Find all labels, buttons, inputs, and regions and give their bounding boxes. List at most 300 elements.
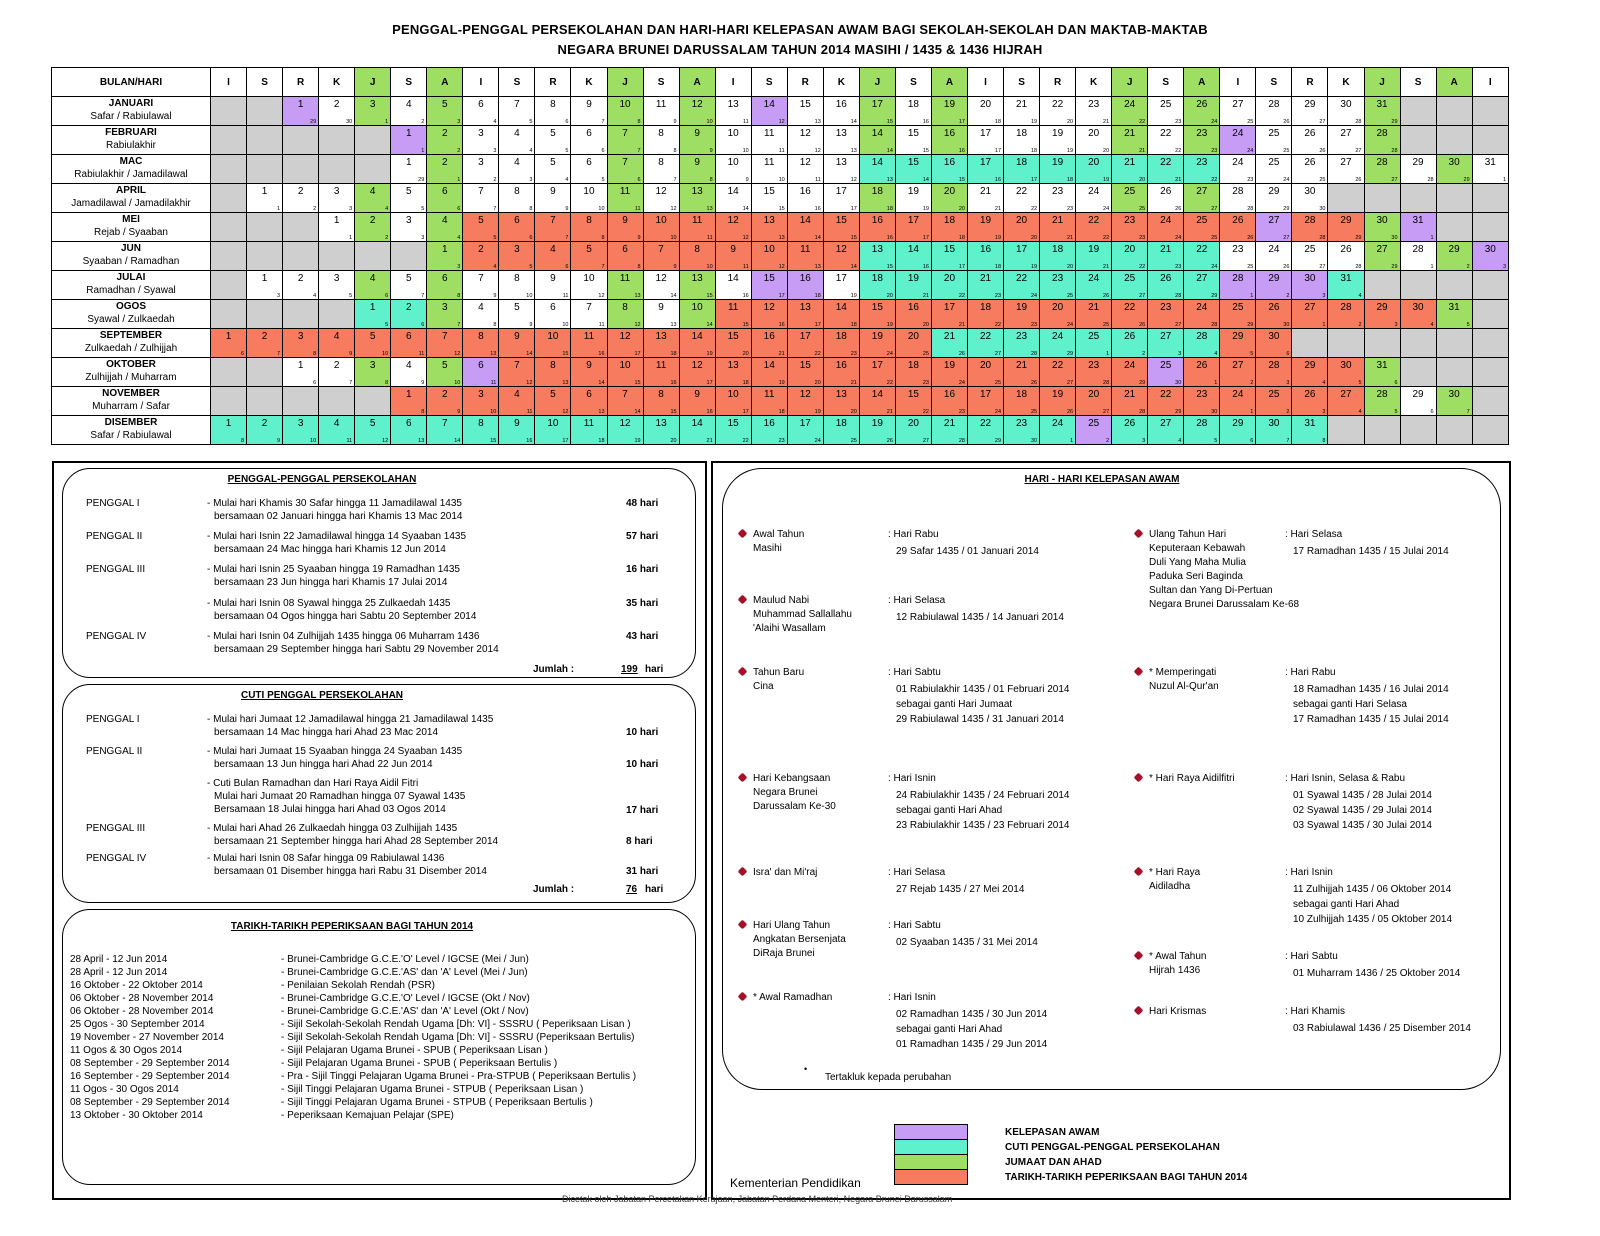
hijri-day: 4 [1358,409,1362,415]
day-cell [823,300,859,329]
gregorian-day: 19 [1015,302,1028,313]
hijri-day: 4 [1358,293,1362,299]
hijri-day: 5 [1214,438,1218,444]
day-cell [895,271,931,300]
day-cell [535,300,571,329]
hijri-day: 3 [1178,351,1182,357]
gregorian-day: 20 [979,360,992,371]
gregorian-day: 23 [1160,302,1172,313]
gregorian-day: 27 [1160,331,1172,342]
empty-cell [211,184,247,213]
day-cell [1112,329,1148,358]
hijri-day: 7 [349,380,353,386]
hijri-day: 3 [1502,264,1506,270]
hijri-day: 2 [457,148,461,154]
holiday-name: Maulud Nabi [753,595,810,606]
gregorian-day: 11 [691,215,703,226]
gregorian-day: 18 [835,418,847,429]
day-cell [715,97,751,126]
day-cell [1184,271,1220,300]
gregorian-day: 27 [1268,215,1280,226]
holiday-detail: 03 Rabiulawal 1436 / 25 Disember 2014 [1293,1023,1471,1034]
empty-cell [1436,271,1472,300]
hijri-day: 19 [814,409,821,415]
empty-cell [1400,97,1436,126]
cuti-line: - Mulai hari Jumaat 15 Syaaban hingga 24 Syaaban 1435 [207,746,463,757]
day-cell [499,387,535,416]
exam-date: 11 Ogos & 30 Ogos 2014 [70,1045,183,1056]
hijri-day: 24 [1030,293,1038,299]
day-cell [427,300,463,329]
day-cell [715,271,751,300]
day-cell [1148,97,1184,126]
hijri-day: 7 [673,177,677,183]
holiday-detail: 01 Ramadhan 1435 / 29 Jun 2014 [896,1039,1048,1050]
gregorian-day: 17 [907,215,919,226]
day-cell [355,213,391,242]
holidays-title: HARI - HARI KELEPASAN AWAM [1024,474,1180,485]
day-cell [1436,300,1472,329]
month-row-september [52,329,1509,358]
day-header: R [535,68,571,97]
exam-desc: - Sijil Pelajaran Ugama Brunei - SPUB ( Peperiksaan Lisan ) [281,1045,548,1056]
day-cell [1040,184,1076,213]
day-cell [1256,416,1292,445]
gregorian-day: 3 [442,302,448,313]
gregorian-day: 4 [333,331,340,342]
hijri-day: 27 [1103,409,1110,415]
day-cell [1076,271,1112,300]
day-cell [1148,155,1184,184]
hijri-day: 1 [1214,380,1218,386]
day-cell [1328,126,1364,155]
day-cell [679,300,715,329]
day-cell [1364,358,1400,387]
holiday-detail: 01 Muharram 1436 / 25 Oktober 2014 [1293,968,1461,979]
hijri-day: 29 [1283,206,1290,212]
empty-cell [1328,416,1364,445]
day-cell [931,126,967,155]
gregorian-day: 30 [1304,186,1316,197]
day-cell [391,329,427,358]
gregorian-day: 25 [1196,215,1208,226]
gregorian-day: 25 [1088,331,1100,342]
hijri-day: 21 [1139,148,1146,154]
gregorian-day: 1 [333,215,340,226]
hijri-day: 18 [1067,177,1074,183]
day-cell [751,213,787,242]
gregorian-day: 22 [1015,186,1028,197]
day-cell [607,213,643,242]
empty-cell [355,155,391,184]
day-cell [607,242,643,271]
day-cell [1220,213,1256,242]
day-cell [319,358,355,387]
hijri-day: 5 [1358,380,1362,386]
gregorian-day: 7 [442,331,448,342]
hijri-day: 28 [1247,206,1254,212]
gregorian-day: 27 [1340,157,1352,168]
day-cell [967,416,1003,445]
hijri-day: 19 [1103,177,1110,183]
day-cell [1004,387,1040,416]
day-cell [319,97,355,126]
day-cell [859,155,895,184]
day-cell [607,387,643,416]
day-cell [1184,242,1220,271]
hijri-day: 30 [1283,322,1290,328]
gregorian-day: 12 [619,418,631,429]
day-cell [535,155,571,184]
day-cell [463,242,499,271]
exam-desc: - Brunei-Cambridge G.C.E.'AS' dan 'A' Level (Okt / Nov) [281,1006,529,1017]
day-cell [931,329,967,358]
day-cell [715,416,751,445]
holiday-detail: 17 Ramadhan 1435 / 15 Julai 2014 [1293,714,1449,725]
gregorian-day: 30 [1376,215,1388,226]
day-header: A [931,68,967,97]
day-cell [931,387,967,416]
hijri-day: 11 [526,409,533,415]
day-cell [895,213,931,242]
gregorian-day: 26 [1304,389,1316,400]
day-cell [1256,387,1292,416]
day-cell [1256,184,1292,213]
day-cell [535,329,571,358]
cuti-days: 17 hari [626,805,659,816]
day-header: S [1256,68,1292,97]
hijri-day: 26 [1030,380,1038,386]
empty-cell [211,242,247,271]
legend-swatch [894,1124,968,1140]
day-cell [787,300,823,329]
hijri-day: 6 [1250,438,1254,444]
day-cell [1076,416,1112,445]
hijri-day: 29 [1391,264,1398,270]
day-cell [643,387,679,416]
hijri-day: 23 [958,409,965,415]
gregorian-day: 13 [835,128,847,139]
gregorian-day: 21 [979,186,992,197]
gregorian-day: 2 [478,244,484,255]
hijri-day: 16 [994,177,1002,183]
gregorian-day: 18 [1015,157,1028,168]
day-cell [1364,97,1400,126]
hijri-day: 17 [994,148,1002,154]
gregorian-day: 27 [1232,99,1244,110]
header-bulan-hari: BULAN/HARI [52,68,211,97]
hijri-day: 2 [1358,322,1362,328]
gregorian-day: 26 [1196,99,1208,110]
hijri-day: 22 [1030,206,1038,212]
exam-date: 28 April - 12 Jun 2014 [70,967,168,978]
penggal-line: bersamaan 04 Ogos hingga hari Sabtu 20 September 2014 [214,611,477,622]
day-header: S [247,68,283,97]
hijri-day: 3 [277,293,281,299]
hijri-day: 22 [1139,119,1146,125]
day-cell [1148,300,1184,329]
day-cell [895,97,931,126]
hijri-day: 2 [493,177,497,183]
hijri-day: 16 [670,380,677,386]
day-cell [427,97,463,126]
gregorian-day: 23 [1088,99,1100,110]
hijri-day: 22 [1103,235,1110,241]
hijri-day: 14 [850,119,857,125]
gregorian-day: 25 [1232,302,1244,313]
hijri-day: 26 [1175,206,1182,212]
hijri-day: 19 [886,322,893,328]
gregorian-day: 6 [514,215,520,226]
holiday-detail: 03 Syawal 1435 / 30 Julai 2014 [1293,820,1432,831]
day-cell [427,242,463,271]
hijri-day: 17 [958,264,965,270]
gregorian-day: 22 [1196,244,1208,255]
day-cell [1220,126,1256,155]
gregorian-day: 17 [799,331,811,342]
gregorian-day: 16 [763,331,775,342]
hijri-day: 30 [346,119,353,125]
cuti-label: PENGGAL III [86,823,146,834]
hijri-day: 23 [1139,235,1146,241]
month-hijri: Zulkaedah / Zulhijjah [84,343,178,354]
gregorian-day: 24 [1160,215,1172,226]
day-cell [1076,300,1112,329]
hijri-day: 15 [490,438,497,444]
hijri-day: 9 [745,177,749,183]
day-cell [211,416,247,445]
day-cell [463,155,499,184]
gregorian-day: 24 [1232,157,1244,168]
gregorian-day: 12 [763,302,775,313]
day-cell [1112,184,1148,213]
hijri-day: 4 [1214,351,1218,357]
hijri-day: 3 [421,235,425,241]
month-row-jun [52,242,1509,271]
day-cell [679,184,715,213]
hijri-day: 20 [850,409,857,415]
gregorian-day: 15 [907,128,919,139]
day-header: A [1184,68,1220,97]
hijri-day: 17 [814,322,821,328]
hijri-day: 27 [1211,206,1218,212]
gregorian-day: 4 [333,418,340,429]
day-header: S [1004,68,1040,97]
hijri-day: 26 [1103,293,1110,299]
day-cell [1076,242,1112,271]
hijri-day: 24 [886,351,893,357]
gregorian-day: 11 [583,418,595,429]
day-cell [1220,97,1256,126]
holiday-day: : Hari Rabu [888,529,939,540]
hijri-day: 18 [886,206,893,212]
gregorian-day: 25 [1124,273,1136,284]
empty-cell [1400,126,1436,155]
hijri-day: 12 [850,177,857,183]
day-cell [571,416,607,445]
day-header: S [391,68,427,97]
hijri-day: 19 [850,293,857,299]
gregorian-day: 9 [550,186,556,197]
empty-cell [247,358,283,387]
day-cell [571,184,607,213]
hijri-day: 8 [240,438,245,444]
month-name: OGOS [115,301,146,312]
hijri-day: 9 [421,380,425,386]
gregorian-day: 26 [1124,331,1136,342]
hijri-day: 12 [454,351,461,357]
gregorian-day: 30 [1304,273,1316,284]
day-cell [967,387,1003,416]
day-cell [1220,184,1256,213]
gregorian-day: 21 [943,331,956,342]
day-cell [1220,358,1256,387]
gregorian-day: 8 [514,186,520,197]
day-cell [715,155,751,184]
month-name: JUN [120,243,141,254]
cuti-label: PENGGAL I [86,714,140,725]
month-cell [52,300,211,329]
day-cell [859,242,895,271]
empty-cell [247,242,283,271]
day-cell [1256,329,1292,358]
gregorian-day: 6 [442,186,448,197]
gregorian-day: 20 [943,273,956,284]
hijri-day: 14 [454,438,461,444]
gregorian-day: 18 [943,215,956,226]
hijri-day: 28 [1391,148,1398,154]
hijri-day: 21 [706,438,713,444]
day-cell [931,416,967,445]
day-cell [787,97,823,126]
month-cell [52,97,211,126]
hijri-day: 21 [958,322,965,328]
hijri-day: 13 [418,438,425,444]
hijri-day: 28 [1355,264,1362,270]
gregorian-day: 24 [1088,186,1100,197]
exam-date: 08 September - 29 September 2014 [70,1058,230,1069]
day-cell [1292,358,1328,387]
empty-cell [283,387,319,416]
day-cell [643,126,679,155]
gregorian-day: 9 [730,244,736,255]
holiday-day: : Hari Rabu [1285,667,1336,678]
day-cell [463,213,499,242]
empty-cell [1400,271,1436,300]
gregorian-day: 3 [297,331,304,342]
gregorian-day: 27 [1196,273,1208,284]
gregorian-day: 18 [979,302,992,313]
holiday-day: : Hari Khamis [1285,1006,1346,1017]
gregorian-day: 24 [1196,302,1208,313]
hijri-day: 23 [1247,177,1254,183]
day-cell [895,358,931,387]
empty-cell [211,387,247,416]
hijri-day: 17 [922,235,929,241]
gregorian-day: 1 [405,128,412,139]
day-cell [787,242,823,271]
day-cell [895,242,931,271]
hijri-day: 17 [958,119,965,125]
gregorian-day: 23 [1052,273,1064,284]
day-cell [895,126,931,155]
day-cell [1328,97,1364,126]
hijri-day: 21 [1175,177,1182,183]
hijri-day: 22 [742,438,749,444]
hijri-day: 10 [742,148,749,154]
gregorian-day: 11 [727,302,739,313]
empty-cell [283,126,319,155]
day-cell [1400,155,1436,184]
hijri-day: 22 [814,351,821,357]
day-cell [1400,213,1436,242]
gregorian-day: 31 [1304,418,1316,429]
gregorian-day: 2 [442,389,448,400]
gregorian-day: 9 [622,215,628,226]
hijri-day: 24 [814,438,821,444]
hijri-day: 6 [565,264,569,270]
hijri-day: 11 [562,293,569,299]
gregorian-day: 24 [1232,128,1244,139]
gregorian-day: 4 [550,244,556,255]
gregorian-day: 22 [1052,99,1064,110]
hijri-day: 16 [922,119,929,125]
gregorian-day: 21 [1160,244,1172,255]
day-cell [1256,126,1292,155]
hijri-day: 16 [778,322,785,328]
hijri-day: 15 [922,148,929,154]
hijri-day: 28 [1355,119,1362,125]
day-cell [859,97,895,126]
hijri-day: 10 [454,380,461,386]
hijri-day: 26 [886,438,893,444]
cuti-line: bersamaan 01 Disember hingga hari Rabu 31 Disember 2014 [214,866,487,877]
empty-cell [1292,329,1328,358]
hijri-day: 27 [994,351,1002,357]
hijri-day: 9 [529,322,533,328]
gregorian-day: 14 [727,273,739,284]
month-row-disember [52,416,1509,445]
gregorian-day: 1 [442,244,448,255]
holiday-name: Sultan dan Yang Di-Pertuan [1149,585,1273,596]
day-cell [751,155,787,184]
hijri-day: 23 [1175,119,1182,125]
gregorian-day: 30 [1412,302,1424,313]
holiday-detail: 02 Ramadhan 1435 / 30 Jun 2014 [896,1009,1048,1020]
gregorian-day: 15 [943,244,956,255]
day-cell [787,387,823,416]
day-cell [1148,387,1184,416]
gregorian-day: 11 [764,389,775,400]
gregorian-day: 22 [1160,128,1172,139]
hijri-day: 17 [634,351,641,357]
hijri-day: 7 [1286,438,1290,444]
gregorian-day: 31 [1340,273,1352,284]
penggal-label: PENGGAL IV [86,631,147,642]
hijri-day: 2 [421,119,425,125]
holiday-detail: 29 Safar 1435 / 01 Januari 2014 [896,546,1039,557]
cuti-label: PENGGAL IV [86,853,147,864]
gregorian-day: 24 [1232,389,1244,400]
gregorian-day: 10 [727,389,739,400]
month-row-julai [52,271,1509,300]
empty-cell [247,300,283,329]
gregorian-day: 9 [694,389,700,400]
gregorian-day: 4 [514,389,520,400]
hijri-day: 13 [886,177,893,183]
hijri-day: 3 [457,264,461,270]
gregorian-day: 17 [799,418,811,429]
